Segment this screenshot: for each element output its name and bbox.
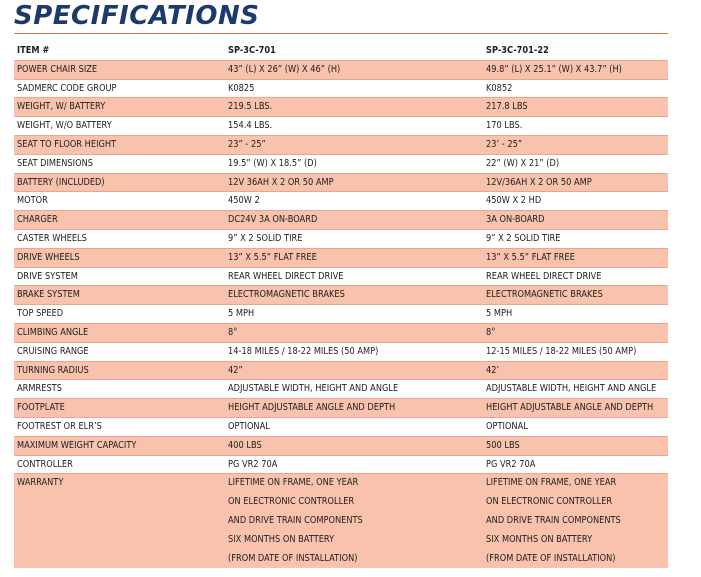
row-value-701: 14-18 MILES / 18-22 MILES (50 AMP) bbox=[228, 345, 379, 357]
row-value-701: K0825 bbox=[228, 82, 255, 94]
row-value-701-22: 9” X 2 SOLID TIRE bbox=[486, 232, 561, 244]
row-value-701: ELECTROMAGNETIC BRAKES bbox=[228, 289, 345, 301]
row-value-701-22: HEIGHT ADJUSTABLE ANGLE AND DEPTH bbox=[486, 402, 654, 414]
row-label: CHARGER bbox=[17, 214, 58, 226]
row-label: BRAKE SYSTEM bbox=[17, 289, 80, 301]
row-label: POWER CHAIR SIZE bbox=[17, 63, 98, 75]
row-value-701: 42” bbox=[228, 364, 243, 376]
table-row bbox=[14, 399, 668, 418]
row-value-701-22: 23’ - 25” bbox=[486, 138, 523, 150]
header-item-number: ITEM # bbox=[17, 45, 50, 56]
table-header-row bbox=[14, 42, 668, 61]
row-value-701-22: 170 LBS. bbox=[486, 120, 523, 132]
specifications-table bbox=[14, 42, 668, 568]
table-row bbox=[14, 174, 668, 193]
row-value-701-22: 217.8 LBS bbox=[486, 101, 528, 113]
row-value-701-22: 12V/36AH X 2 OR 50 AMP bbox=[486, 176, 592, 188]
row-label: WEIGHT, W/ BATTERY bbox=[17, 101, 106, 113]
row-value-701: 13” X 5.5” FLAT FREE bbox=[228, 251, 317, 263]
table-row bbox=[14, 418, 668, 437]
row-value-701: 219.5 LBS. bbox=[228, 101, 273, 113]
row-value-701-22: K0852 bbox=[486, 82, 513, 94]
warranty-label: WARRANTY bbox=[17, 477, 64, 489]
table-row bbox=[14, 98, 668, 117]
row-value-701: REAR WHEEL DIRECT DRIVE bbox=[228, 270, 344, 282]
table-row bbox=[14, 305, 668, 324]
table-row bbox=[14, 230, 668, 249]
row-value-701: 23” - 25” bbox=[228, 138, 266, 150]
warranty-line-701: SIX MONTHS ON BATTERY bbox=[228, 533, 335, 545]
row-value-701: 5 MPH bbox=[228, 308, 255, 320]
row-value-701-22: ELECTROMAGNETIC BRAKES bbox=[486, 289, 603, 301]
row-label: FOOTREST OR ELR’S bbox=[17, 420, 102, 432]
table-row bbox=[14, 136, 668, 155]
table-row bbox=[14, 249, 668, 268]
row-label: WEIGHT, W/O BATTERY bbox=[17, 120, 112, 132]
row-label: SADMERC CODE GROUP bbox=[17, 82, 117, 94]
title-divider bbox=[14, 33, 668, 34]
row-value-701-22: 12-15 MILES / 18-22 MILES (50 AMP) bbox=[486, 345, 637, 357]
row-label: CASTER WHEELS bbox=[17, 232, 87, 244]
table-row bbox=[14, 155, 668, 174]
warranty-line-701: LIFETIME ON FRAME, ONE YEAR bbox=[228, 477, 359, 489]
row-value-701: HEIGHT ADJUSTABLE ANGLE AND DEPTH bbox=[228, 402, 396, 414]
row-label: CONTROLLER bbox=[17, 458, 73, 470]
row-value-701-22: OPTIONAL bbox=[486, 420, 528, 432]
row-value-701-22: ADJUSTABLE WIDTH, HEIGHT AND ANGLE bbox=[486, 383, 657, 395]
row-label: DRIVE WHEELS bbox=[17, 251, 80, 263]
row-label: SEAT DIMENSIONS bbox=[17, 157, 93, 169]
row-value-701-22: 49.8” (L) X 25.1” (W) X 43.7” (H) bbox=[486, 63, 622, 75]
row-value-701-22: 22” (W) X 21” (D) bbox=[486, 157, 560, 169]
row-label: SEAT TO FLOOR HEIGHT bbox=[17, 138, 117, 150]
row-value-701-22: 3A ON-BOARD bbox=[486, 214, 545, 226]
row-label: CLIMBING ANGLE bbox=[17, 326, 89, 338]
row-label: MAXIMUM WEIGHT CAPACITY bbox=[17, 439, 137, 451]
warranty-line-701-22: AND DRIVE TRAIN COMPONENTS bbox=[486, 514, 621, 526]
row-value-701-22: 42’ bbox=[486, 364, 500, 376]
row-label: FOOTPLATE bbox=[17, 402, 65, 414]
row-value-701-22: REAR WHEEL DIRECT DRIVE bbox=[486, 270, 602, 282]
page-title: SPECIFICATIONS bbox=[14, 1, 260, 31]
row-value-701: 9” X 2 SOLID TIRE bbox=[228, 232, 303, 244]
table-row bbox=[14, 362, 668, 381]
table-row bbox=[14, 61, 668, 80]
table-body bbox=[14, 61, 668, 475]
row-value-701: PG VR2 70A bbox=[228, 458, 278, 470]
row-label: CRUISING RANGE bbox=[17, 345, 89, 357]
row-label: ARMRESTS bbox=[17, 383, 62, 395]
row-value-701: DC24V 3A ON-BOARD bbox=[228, 214, 318, 226]
table-row bbox=[14, 380, 668, 399]
row-value-701-22: 8° bbox=[486, 326, 496, 338]
row-value-701: ADJUSTABLE WIDTH, HEIGHT AND ANGLE bbox=[228, 383, 399, 395]
table-row bbox=[14, 343, 668, 362]
header-model-701-22: SP-3C-701-22 bbox=[486, 45, 549, 56]
row-label: MOTOR bbox=[17, 195, 48, 207]
warranty-line-701-22: LIFETIME ON FRAME, ONE YEAR bbox=[486, 477, 617, 489]
row-value-701-22: 500 LBS bbox=[486, 439, 520, 451]
warranty-line-701-22: SIX MONTHS ON BATTERY bbox=[486, 533, 593, 545]
table-row bbox=[14, 211, 668, 230]
row-value-701-22: PG VR2 70A bbox=[486, 458, 536, 470]
row-label: TURNING RADIUS bbox=[17, 364, 89, 376]
row-value-701-22: 450W X 2 HD bbox=[486, 195, 542, 207]
row-value-701-22: 13” X 5.5” FLAT FREE bbox=[486, 251, 575, 263]
row-value-701: 400 LBS bbox=[228, 439, 262, 451]
table-row bbox=[14, 117, 668, 136]
warranty-line-701: AND DRIVE TRAIN COMPONENTS bbox=[228, 514, 363, 526]
row-value-701: 154.4 LBS. bbox=[228, 120, 273, 132]
table-row bbox=[14, 80, 668, 99]
row-label: DRIVE SYSTEM bbox=[17, 270, 78, 282]
row-value-701: 19.5” (W) X 18.5” (D) bbox=[228, 157, 317, 169]
table-row bbox=[14, 324, 668, 343]
row-label: TOP SPEED bbox=[17, 308, 64, 320]
row-value-701: 8° bbox=[228, 326, 238, 338]
row-value-701-22: 5 MPH bbox=[486, 308, 513, 320]
row-value-701: 43” (L) X 26” (W) X 46” (H) bbox=[228, 63, 341, 75]
warranty-line-701: ON ELECTRONIC CONTROLLER bbox=[228, 496, 355, 508]
table-row bbox=[14, 192, 668, 211]
warranty-line-701-22: ON ELECTRONIC CONTROLLER bbox=[486, 496, 613, 508]
warranty-line-701: (FROM DATE OF INSTALLATION) bbox=[228, 552, 358, 564]
table-row bbox=[14, 268, 668, 287]
table-row bbox=[14, 437, 668, 456]
row-value-701: 12V 36AH X 2 OR 50 AMP bbox=[228, 176, 334, 188]
warranty-row bbox=[14, 474, 668, 568]
table-row bbox=[14, 286, 668, 305]
row-value-701: 450W 2 bbox=[228, 195, 260, 207]
row-label: BATTERY (INCLUDED) bbox=[17, 176, 105, 188]
row-value-701: OPTIONAL bbox=[228, 420, 270, 432]
warranty-line-701-22: (FROM DATE OF INSTALLATION) bbox=[486, 552, 616, 564]
table-row bbox=[14, 456, 668, 475]
header-model-701: SP-3C-701 bbox=[228, 45, 276, 56]
